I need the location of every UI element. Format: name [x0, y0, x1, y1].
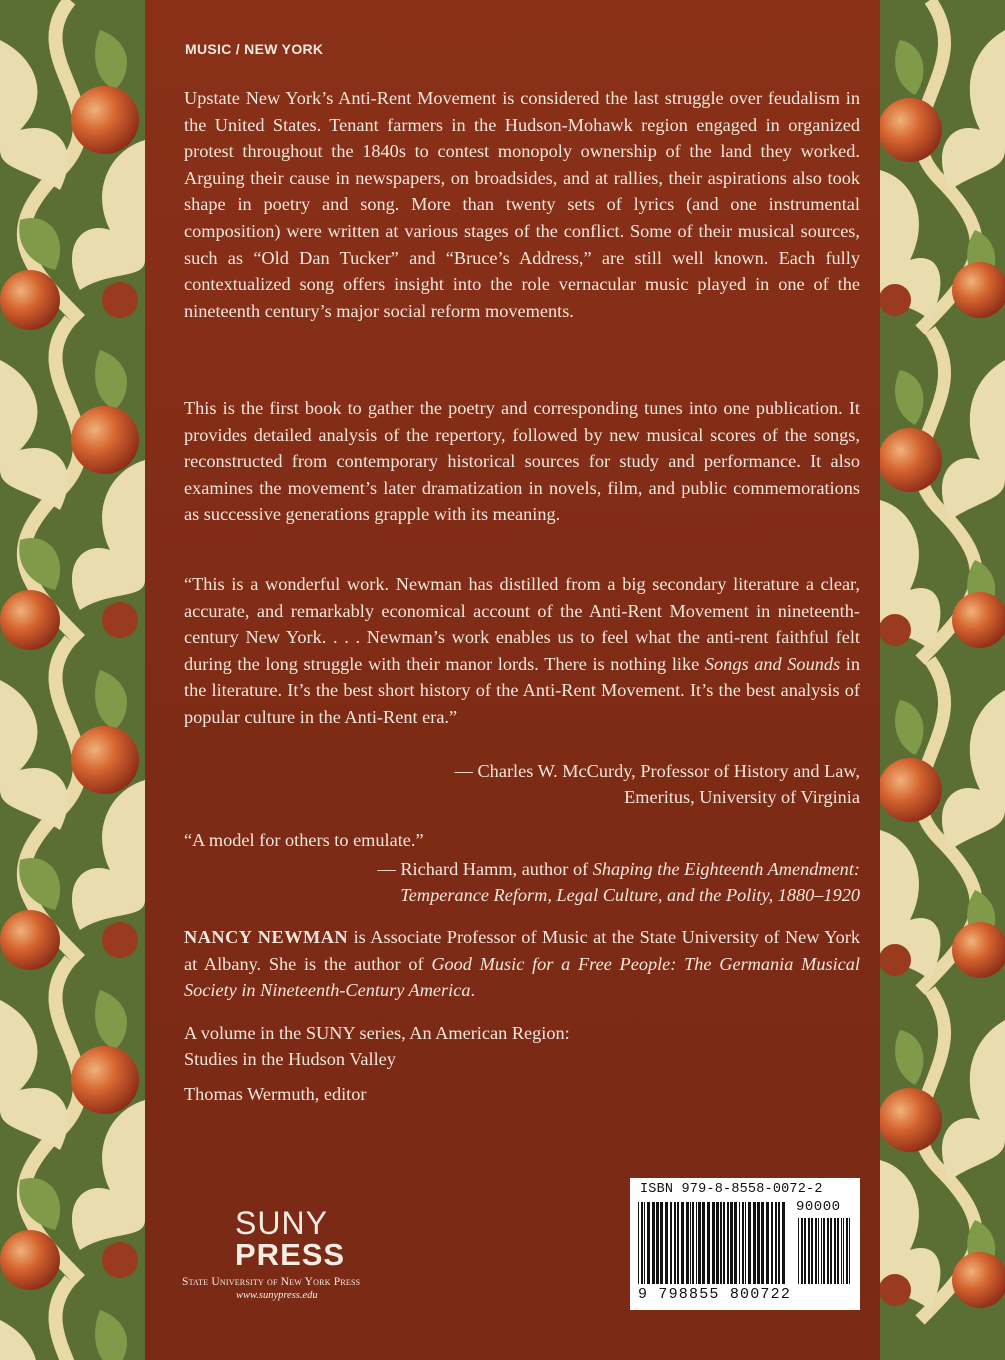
barcode-bar	[782, 1202, 785, 1284]
barcode-bar	[696, 1202, 697, 1284]
barcode-bar	[681, 1202, 684, 1284]
isbn-barcode	[630, 1178, 860, 1310]
barcode-bar	[734, 1202, 737, 1284]
barcode-bar	[801, 1218, 803, 1284]
decorative-border-right	[880, 0, 1005, 1360]
barcode-addon-number: 90000	[796, 1199, 841, 1215]
barcode-bar	[730, 1202, 733, 1284]
blurb-mccurdy-book-title: Songs and Sounds	[704, 653, 841, 674]
barcode-bars	[638, 1202, 786, 1284]
author-bio-book: Good Music for a Free People: The Germania Musical Society in Nineteenth-Century America	[184, 953, 861, 1001]
barcode-bar	[727, 1202, 729, 1284]
publisher-logo	[182, 1207, 422, 1301]
barcode-bar	[665, 1202, 668, 1284]
barcode-bar	[811, 1218, 813, 1284]
barcode-bar	[841, 1218, 842, 1284]
blurb-mccurdy-attribution-1: — Charles W. McCurdy, Professor of History and Law,	[454, 761, 860, 781]
barcode-bar	[830, 1218, 832, 1284]
barcode-bar	[720, 1202, 722, 1284]
barcode-bar	[761, 1202, 764, 1284]
blurb-mccurdy-text-end: in the literature. It’s the best short history of the Anti-Rent Movement. It’s the best analysis of popular culture in the Anti-Rent era.”	[184, 653, 860, 727]
barcode-bar	[834, 1218, 836, 1284]
category-label: MUSIC / NEW YORK	[185, 41, 324, 57]
blurb-hamm-attribution-1	[184, 856, 860, 883]
barcode-bar	[686, 1202, 689, 1284]
blurb-hamm-attribution-2	[184, 882, 860, 909]
barcode-bar	[702, 1202, 705, 1284]
barcode-bar	[723, 1202, 725, 1284]
barcode-bar	[778, 1202, 780, 1284]
barcode-bar	[739, 1202, 740, 1284]
barcode-bar	[804, 1218, 806, 1284]
publisher-logo-press: PRESS	[235, 1237, 346, 1272]
barcode-bar	[641, 1202, 643, 1284]
blurb-mccurdy-attribution-2: Emeritus, University of Virginia	[624, 787, 860, 807]
barcode-bar	[849, 1218, 850, 1284]
series-line-1: A volume in the SUNY series, An American Region:	[184, 1023, 570, 1043]
author-bio	[184, 924, 860, 1004]
barcode-bar	[677, 1202, 679, 1284]
barcode-bar	[647, 1202, 650, 1284]
description-paragraph-2: This is the first book to gather the poetry and corresponding tunes into one publication. It provides detailed analysis of the repertory, followed by new musical scores of the songs, reconstructed from contemporary historical sources for study and performance. It also examines the movement’s later dramatization in novels, film, and public commemorations as successive generations grapple with its meaning.	[184, 398, 860, 525]
publisher-name: State University of New York Press	[182, 1276, 361, 1288]
series-line-2: Studies in the Hudson Valley	[184, 1049, 396, 1069]
blurb-hamm-attribution-prefix: — Richard Hamm, author of	[377, 859, 593, 879]
blurb-mccurdy	[184, 571, 860, 731]
author-bio-end: .	[470, 980, 476, 1001]
decorative-border-left	[0, 0, 145, 1360]
barcode-addon-bars	[798, 1218, 850, 1284]
barcode-bar	[821, 1218, 822, 1284]
barcode-bar	[766, 1202, 769, 1284]
barcode-bar	[837, 1218, 839, 1284]
isbn-text: ISBN 979-8-8558-0072-2	[640, 1182, 823, 1197]
barcode-bar	[745, 1202, 746, 1284]
blurb-hamm-quote: “A model for others to emulate.”	[184, 830, 424, 850]
barcode-bar	[753, 1202, 756, 1284]
barcode-bar	[757, 1202, 760, 1284]
floral-pattern-right	[880, 0, 1005, 1360]
author-name: NANCY NEWMAN	[184, 927, 349, 947]
barcode-bar	[670, 1202, 672, 1284]
barcode-bar	[827, 1218, 829, 1284]
publisher-url: www.sunypress.edu	[236, 1290, 318, 1301]
barcode-bar	[775, 1202, 777, 1284]
barcode-bar	[698, 1202, 701, 1284]
barcode-bar	[771, 1202, 773, 1284]
barcode-bar	[815, 1218, 817, 1284]
publisher-logo-suny: SUNY	[235, 1205, 328, 1241]
barcode-digits: 9 798855 800722	[638, 1286, 792, 1303]
barcode-bar	[742, 1202, 744, 1284]
barcode-bar	[652, 1202, 655, 1284]
floral-pattern-left	[0, 0, 145, 1360]
barcode-bar	[656, 1202, 659, 1284]
barcode-bar	[843, 1218, 844, 1284]
barcode-bar	[707, 1202, 710, 1284]
author-bio-text: is Associate Professor of Music at the State University of New York at Albany. She is the author of	[184, 927, 860, 974]
barcode-bar	[674, 1202, 676, 1284]
blurb-hamm-book-title-2: Temperance Reform, Legal Culture, and the Polity, 1880–1920	[400, 885, 860, 905]
blurb-hamm-book-title-1: Shaping the Eighteenth Amendment:	[592, 859, 860, 879]
barcode-bar	[660, 1202, 663, 1284]
barcode-bar	[692, 1202, 694, 1284]
barcode-bar	[818, 1218, 819, 1284]
barcode-bar	[638, 1202, 639, 1284]
barcode-bar	[716, 1202, 719, 1284]
barcode-bar	[798, 1218, 799, 1284]
back-cover-panel	[145, 0, 880, 1360]
series-editor: Thomas Wermuth, editor	[184, 1084, 367, 1104]
barcode-bar	[644, 1202, 645, 1284]
barcode-bar	[712, 1202, 715, 1284]
barcode-bar	[823, 1218, 825, 1284]
blurb-mccurdy-text-start: “This is a wonderful work. Newman has distilled from a big secondary literature a clear, accurate, and remarkably economical account of the Anti-Rent Movement in nineteenth-century New York. . . . Newman’s work enables us to feel what the anti-rent faithful felt during the long struggle with their manor lords. There is nothing like	[184, 574, 860, 674]
barcode-bar	[808, 1218, 810, 1284]
barcode-bar	[690, 1202, 691, 1284]
barcode-bar	[748, 1202, 751, 1284]
description-paragraph-1: Upstate New York’s Anti-Rent Movement is considered the last struggle over feudalism in the United States. Tenant farmers in the Hudson-Mohawk region engaged in organized protest throughout the 1840s to contest monopoly ownership of the land they worked. Arguing their cause in newspapers, on broadsides, and at rallies, their aspirations also took shape in poetry and song. More than twenty sets of lyrics (and one instrumental composition) were written at various stages of the conflict. Some of their musical sources, such as “Old Dan Tucker” and “Bruce’s Address,” are still well known. Each fully contextualized song offers insight into the role vernacular music played in one of the nineteenth century’s major social reform movements.	[184, 88, 860, 321]
barcode-bar	[846, 1218, 848, 1284]
